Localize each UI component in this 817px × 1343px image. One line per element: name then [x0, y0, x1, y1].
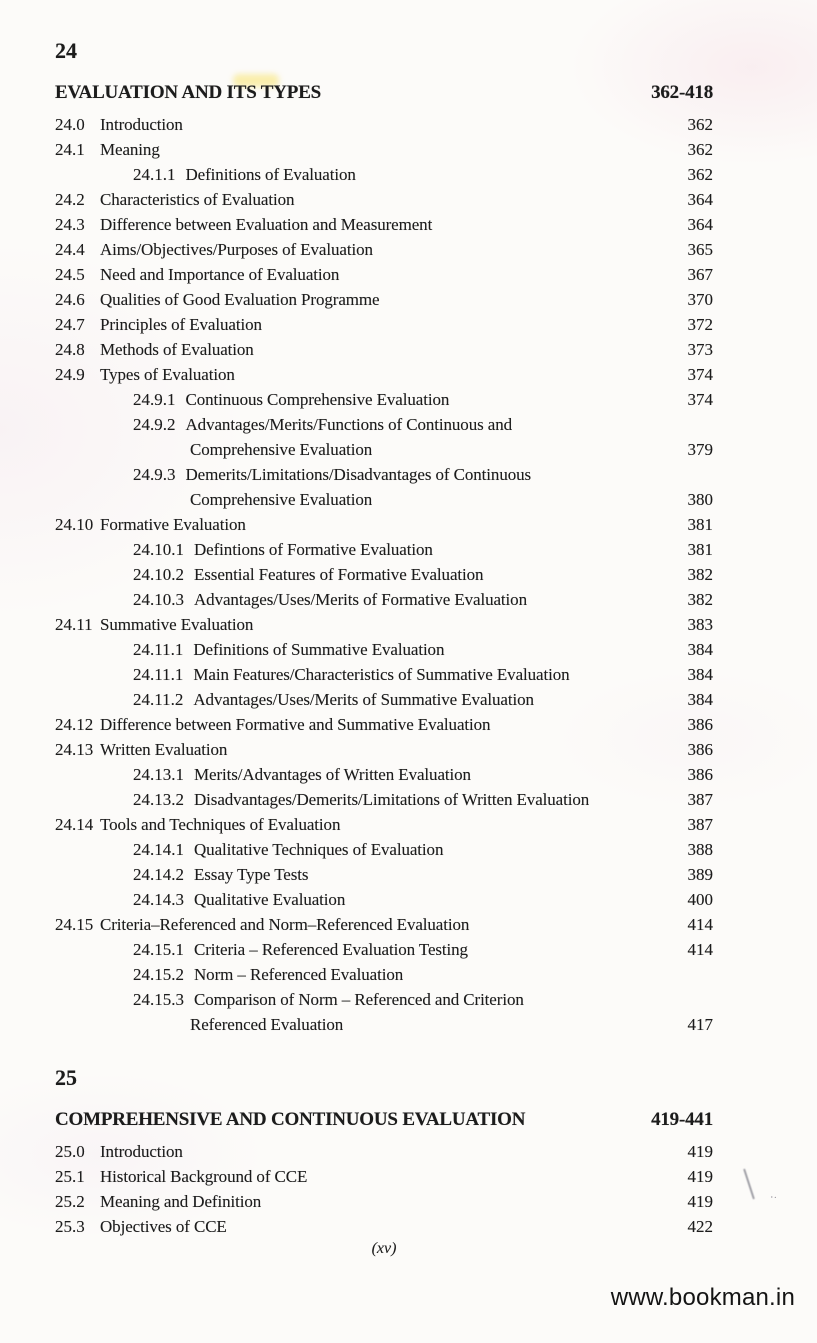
toc-entry-number: 25.0	[55, 1142, 85, 1161]
toc-entry-title: Qualitative Techniques of Evaluation	[194, 840, 444, 859]
toc-entry-title: Aims/Objectives/Purposes of Evaluation	[100, 240, 373, 259]
toc-row	[55, 712, 713, 737]
toc-entry-title: Disadvantages/Demerits/Limitations of Written Evaluation	[194, 790, 590, 809]
toc-row	[55, 787, 713, 812]
toc-row	[55, 412, 713, 437]
toc-entry-title: Norm – Referenced Evaluation	[194, 965, 404, 984]
toc-entry-title: Advantages/Merits/Functions of Continuous and	[185, 415, 513, 434]
toc-entry-number: 24.7	[55, 315, 85, 334]
toc-entry-title: Definitions of Evaluation	[185, 165, 356, 184]
toc-entry-title: Essential Features of Formative Evaluation	[194, 565, 484, 584]
toc-entry-number: 24.14.1	[133, 840, 184, 859]
toc-entry-title: Advantages/Uses/Merits of Formative Evaluation	[194, 590, 527, 609]
toc-row	[55, 312, 713, 337]
toc-entry-page: 384	[687, 640, 713, 659]
chapter-24-entries	[55, 112, 713, 1037]
toc-entry-page: 379	[687, 440, 713, 459]
toc-entry-page: 384	[687, 690, 713, 709]
toc-entry-number: 24.13	[55, 740, 94, 759]
toc-entry-number: 24.3	[55, 215, 85, 234]
chapter-25-section	[55, 1065, 713, 1239]
toc-entry-page: 367	[687, 265, 713, 284]
toc-entry-page: 386	[687, 715, 713, 734]
toc-entry-page: 373	[687, 340, 713, 359]
toc-row	[55, 687, 713, 712]
toc-entry-page: 419	[687, 1142, 713, 1161]
toc-row	[55, 537, 713, 562]
toc-entry-number: 24.13.2	[133, 790, 184, 809]
toc-entry-number: 24.14.3	[133, 890, 184, 909]
toc-entry-title: Methods of Evaluation	[100, 340, 254, 359]
toc-entry-title: Introduction	[100, 1142, 183, 1161]
toc-entry-page: 362	[687, 165, 713, 184]
toc-entry-page: 374	[687, 365, 713, 384]
toc-entry-number: 24.12	[55, 715, 94, 734]
toc-entry-page: 384	[687, 665, 713, 684]
toc-row	[55, 1214, 713, 1239]
toc-row	[55, 937, 713, 962]
toc-entry-number: 24.1.1	[133, 165, 176, 184]
toc-entry-page: 419	[687, 1167, 713, 1186]
toc-row	[55, 437, 713, 462]
toc-entry-page: 400	[687, 890, 713, 909]
toc-entry-page: 388	[687, 840, 713, 859]
toc-entry-title: Meaning and Definition	[100, 1192, 262, 1211]
toc-entry-number: 24.11.1	[133, 640, 184, 659]
toc-row	[55, 612, 713, 637]
toc-entry-title: Merits/Advantages of Written Evaluation	[194, 765, 471, 784]
toc-entry-page: 365	[687, 240, 713, 259]
toc-entry-title: Criteria–Referenced and Norm–Referenced Evaluation	[100, 915, 470, 934]
toc-entry-number: 25.2	[55, 1192, 85, 1211]
toc-entry-page: 370	[687, 290, 713, 309]
chapter-title: EVALUATION AND ITS TYPES	[55, 82, 322, 103]
toc-row	[55, 587, 713, 612]
toc-row	[55, 887, 713, 912]
toc-entry-page: 381	[687, 515, 713, 534]
toc-entry-title: Characteristics of Evaluation	[100, 190, 295, 209]
toc-entry-title: Comparison of Norm – Referenced and Criterion	[194, 990, 524, 1009]
toc-entry-title: Types of Evaluation	[100, 365, 235, 384]
toc-entry-number: 24.9.3	[133, 465, 176, 484]
toc-row	[55, 337, 713, 362]
toc-row	[55, 812, 713, 837]
toc-entry-title: Qualities of Good Evaluation Programme	[100, 290, 380, 309]
toc-entry-title: Difference between Formative and Summative Evaluation	[100, 715, 491, 734]
toc-row	[55, 387, 713, 412]
toc-entry-title: Continuous Comprehensive Evaluation	[185, 390, 450, 409]
toc-entry-number: 24.15.1	[133, 940, 184, 959]
toc-entry-number: 24.11.2	[133, 690, 184, 709]
toc-entry-page: 389	[687, 865, 713, 884]
toc-row	[55, 162, 713, 187]
toc-entry-title: Difference between Evaluation and Measurement	[100, 215, 433, 234]
toc-row	[55, 362, 713, 387]
toc-row	[55, 1164, 713, 1189]
toc-entry-number: 24.10.1	[133, 540, 184, 559]
toc-row	[55, 662, 713, 687]
chapter-number: 24	[55, 38, 77, 63]
toc-entry-number: 24.9	[55, 365, 85, 384]
toc-row	[55, 487, 713, 512]
toc-entry-title: Introduction	[100, 115, 183, 134]
toc-row	[55, 187, 713, 212]
toc-entry-page: 422	[687, 1217, 713, 1236]
toc-entry-number: 24.1	[55, 140, 85, 159]
toc-entry-number: 24.4	[55, 240, 85, 259]
toc-entry-title: Written Evaluation	[100, 740, 228, 759]
toc-content	[55, 38, 713, 1239]
folio-page-number: (xv)	[371, 1240, 397, 1257]
toc-entry-number: 24.14.2	[133, 865, 184, 884]
toc-entry-number: 24.2	[55, 190, 85, 209]
toc-row	[55, 962, 713, 987]
chapter-title: COMPREHENSIVE AND CONTINUOUS EVALUATION	[55, 1109, 526, 1130]
toc-entry-title: Historical Background of CCE	[100, 1167, 308, 1186]
toc-entry-page: 364	[687, 190, 713, 209]
toc-entry-title: Meaning	[100, 140, 160, 159]
toc-row	[55, 737, 713, 762]
toc-entry-number: 24.9.1	[133, 390, 176, 409]
toc-row	[55, 1189, 713, 1214]
chapter-page-range: 419-441	[651, 1109, 713, 1130]
toc-entry-page: 374	[687, 390, 713, 409]
toc-entry-title: Principles of Evaluation	[100, 315, 262, 334]
chapter-24-section	[55, 38, 713, 1037]
toc-row	[55, 862, 713, 887]
pencil-mark-artifact	[743, 1168, 755, 1199]
toc-row	[55, 112, 713, 137]
toc-entry-page: 381	[687, 540, 713, 559]
toc-entry-title: Criteria – Referenced Evaluation Testing	[194, 940, 468, 959]
toc-entry-page: 380	[687, 490, 713, 509]
toc-entry-number: 24.14	[55, 815, 94, 834]
toc-row	[55, 637, 713, 662]
toc-entry-number: 24.9.2	[133, 415, 176, 434]
chapter-number: 25	[55, 1065, 77, 1090]
toc-entry-page: 383	[687, 615, 713, 634]
toc-entry-number: 25.1	[55, 1167, 85, 1186]
toc-entry-page: 414	[687, 915, 713, 934]
toc-entry-page: 364	[687, 215, 713, 234]
toc-entry-number: 24.11	[55, 615, 93, 634]
toc-entry-title: Definitions of Summative Evaluation	[193, 640, 445, 659]
toc-entry-number: 24.10.3	[133, 590, 184, 609]
toc-row	[55, 462, 713, 487]
toc-entry-page: 386	[687, 765, 713, 784]
toc-entry-page: 362	[687, 115, 713, 134]
toc-row	[55, 1012, 713, 1037]
toc-entry-title: Qualitative Evaluation	[194, 890, 346, 909]
toc-row	[55, 237, 713, 262]
toc-row	[55, 512, 713, 537]
toc-entry-title: Tools and Techniques of Evaluation	[100, 815, 341, 834]
toc-entry-title: Summative Evaluation	[100, 615, 254, 634]
toc-entry-page: 387	[687, 790, 713, 809]
toc-entry-page: 414	[687, 940, 713, 959]
toc-row	[55, 212, 713, 237]
chapter-25-entries	[55, 1139, 713, 1239]
pencil-dot-artifact: ‧·	[770, 1192, 778, 1204]
toc-entry-page: 419	[687, 1192, 713, 1211]
toc-row	[55, 262, 713, 287]
toc-row	[55, 762, 713, 787]
toc-entry-title: Defintions of Formative Evaluation	[194, 540, 433, 559]
toc-entry-number: 24.0	[55, 115, 85, 134]
toc-entry-number: 24.15.2	[133, 965, 184, 984]
toc-row	[55, 912, 713, 937]
toc-entry-page: 417	[687, 1015, 713, 1034]
toc-entry-page: 386	[687, 740, 713, 759]
toc-entry-number: 24.6	[55, 290, 85, 309]
toc-entry-page: 362	[687, 140, 713, 159]
toc-entry-number: 24.13.1	[133, 765, 184, 784]
toc-entry-page: 382	[687, 565, 713, 584]
toc-entry-title: Objectives of CCE	[100, 1217, 227, 1236]
toc-entry-number: 24.15	[55, 915, 94, 934]
bookman-watermark: www.bookman.in	[610, 1284, 795, 1311]
toc-row	[55, 562, 713, 587]
toc-entry-title: Main Features/Characteristics of Summative Evaluation	[193, 665, 570, 684]
chapter-header	[55, 80, 713, 106]
toc-entry-number: 24.10.2	[133, 565, 184, 584]
toc-entry-title: Advantages/Uses/Merits of Summative Evaluation	[193, 690, 534, 709]
toc-row	[55, 1139, 713, 1164]
chapter-page-range: 362-418	[651, 82, 713, 103]
toc-entry-page: 387	[687, 815, 713, 834]
toc-entry-title: Need and Importance of Evaluation	[100, 265, 340, 284]
toc-entry-number: 24.11.1	[133, 665, 184, 684]
toc-entry-title: Demerits/Limitations/Disadvantages of Continuous	[185, 465, 532, 484]
toc-entry-number: 24.8	[55, 340, 85, 359]
toc-entry-number: 24.5	[55, 265, 85, 284]
toc-entry-title: Formative Evaluation	[100, 515, 246, 534]
toc-entry-title: Essay Type Tests	[194, 865, 309, 884]
chapter-header	[55, 1107, 713, 1133]
toc-entry-title: Comprehensive Evaluation	[190, 440, 373, 459]
toc-row	[55, 987, 713, 1012]
toc-entry-page: 372	[687, 315, 713, 334]
toc-entry-title: Comprehensive Evaluation	[190, 490, 373, 509]
toc-entry-number: 24.10	[55, 515, 94, 534]
toc-entry-number: 24.15.3	[133, 990, 184, 1009]
toc-entry-page: 382	[687, 590, 713, 609]
toc-entry-number: 25.3	[55, 1217, 85, 1236]
toc-entry-title: Referenced Evaluation	[190, 1015, 344, 1034]
toc-row	[55, 287, 713, 312]
toc-row	[55, 137, 713, 162]
toc-row	[55, 837, 713, 862]
